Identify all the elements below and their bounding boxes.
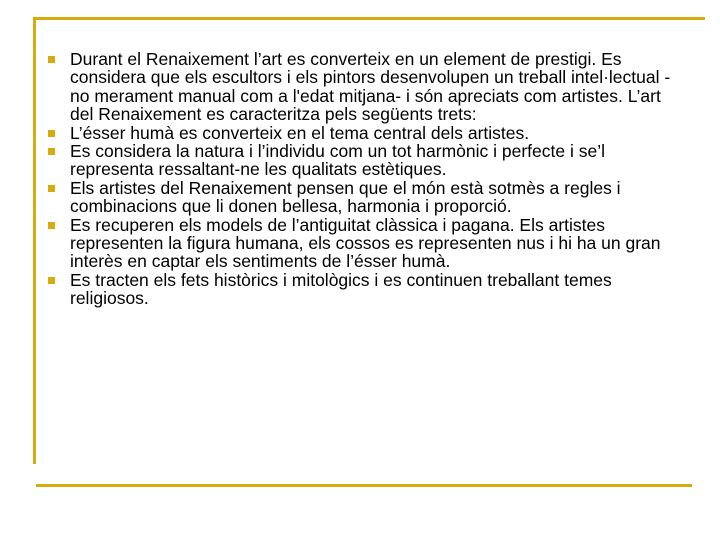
square-bullet-icon — [48, 148, 55, 155]
square-bullet-icon — [48, 130, 55, 137]
square-bullet-icon — [48, 185, 55, 192]
top-rule — [33, 17, 705, 20]
bullet-item — [48, 216, 688, 271]
bullet-text: Durant el Renaixement l’art es converteix en un element de prestigi. Es considera que els escultors i els pintors desenvolupen un treball intel·lectual -no merament manual com a l'edat mitjana- i són apreciats com artistes. L’art del Renaixement es caracteritza pels següents trets: — [70, 49, 671, 125]
bullet-text: Es recuperen els models de l’antiguitat clàssica i pagana. Els artistes representen la figura humana, els cossos es representen nus i hi ha un gran interès en captar els sentiments de l’ésser humà. — [70, 214, 661, 272]
bullet-list — [48, 50, 688, 308]
square-bullet-icon — [48, 277, 55, 284]
left-rule — [33, 17, 36, 464]
bullet-item — [48, 179, 688, 216]
bullet-item — [48, 50, 688, 124]
square-bullet-icon — [48, 222, 55, 229]
bullet-item — [48, 124, 688, 142]
bullet-text: L’ésser humà es converteix en el tema central dels artistes. — [70, 122, 530, 143]
bottom-rule — [36, 484, 692, 487]
bullet-text: Es considera la natura i l’individu com un tot harmònic i perfecte i se’l representa ressaltant-ne les qualitats estètiques. — [70, 141, 605, 180]
bullet-item — [48, 271, 688, 308]
bullet-item — [48, 142, 688, 179]
bullet-text: Els artistes del Renaixement pensen que el món està sotmès a regles i combinacions que li donen bellesa, harmonia i proporció. — [70, 177, 621, 217]
square-bullet-icon — [48, 56, 55, 63]
bullet-text: Es tracten els fets històrics i mitològics i es continuen treballant temes religiosos. — [70, 269, 612, 309]
